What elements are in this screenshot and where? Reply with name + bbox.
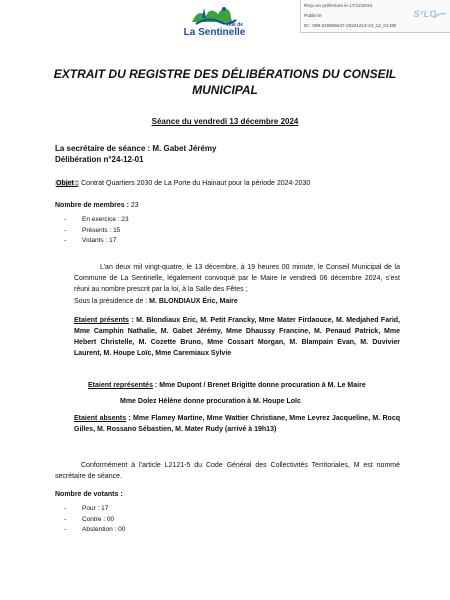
procuration-line: Mme Dolez Hélène donne procuration à M. Houpe Loïc bbox=[120, 398, 301, 405]
membres-list bbox=[64, 215, 129, 247]
document-title: EXTRAIT DU REGISTRE DES DÉLIBÉRATIONS DU CONSEIL MUNICIPAL bbox=[53, 67, 397, 97]
logo-ville-text: Ville de bbox=[225, 22, 243, 28]
secretary-block bbox=[55, 143, 216, 165]
absents-label: Etaient absents bbox=[74, 415, 127, 422]
stamp-id-line: ID : 059-215905647-20241213-24_12_01-DE bbox=[304, 23, 397, 28]
town-logo-label bbox=[172, 22, 257, 38]
list-item: - Présents : 15 bbox=[64, 226, 129, 237]
objet-line bbox=[55, 179, 310, 188]
presidence-line bbox=[74, 297, 238, 306]
secretary-nomination-paragraph: Conformément à l’article L2121-5 du Code Général des Collectivités Territoriales, M est nommé secrétaire de séance. bbox=[55, 462, 400, 480]
membres-count bbox=[55, 201, 139, 210]
objet-label: Objet : bbox=[56, 180, 79, 187]
list-item: - Abstention : 00 bbox=[64, 525, 125, 536]
absents-paragraph bbox=[74, 413, 400, 435]
presents-list: : M. Blondiaux Eric, M. Petit Francky, Mme Mater Firdaouce, M. Medjahed Farid, Mme Camphin Nathalie, M. Gabet Jérémy, Mme Dhaussy Francine, M. Penaud Patrick, Mme Hebert Christelle, M. Cozette Bruno, Mme Cossart Morgan, M. Blampain Evan, M. Duvivier Laurent, M. Houpe Loïc, Mme Caremiaux Sylvie bbox=[74, 317, 400, 357]
stamp-published-line: Publié le bbox=[304, 13, 322, 18]
votes-list bbox=[64, 504, 125, 536]
presents-paragraph bbox=[74, 315, 400, 359]
presidence-prefix: Sous la présidence de : bbox=[74, 298, 150, 305]
list-item-text: Pour : 17 bbox=[82, 505, 109, 512]
representes-line bbox=[88, 381, 366, 390]
list-item: - En exercice : 23 bbox=[64, 215, 129, 226]
list-item: - Contre : 00 bbox=[64, 515, 125, 526]
stamp-received-line: Reçu en préfecture le 17/12/2024 bbox=[304, 3, 373, 8]
logo-town-name: La Sentinelle bbox=[183, 27, 246, 38]
secretary-line: La secrétaire de séance : M. Gabet Jérémy bbox=[55, 144, 217, 153]
representes-text: : Mme Dupont / Brenet Brigitte donne procuration à M. Le Maire bbox=[152, 382, 366, 389]
list-item-text: Votants : 17 bbox=[82, 237, 117, 244]
list-item: - Votants : 17 bbox=[64, 236, 129, 247]
slo-swoosh-icon bbox=[433, 12, 447, 20]
votants-label: Nombre de votants : bbox=[55, 491, 123, 498]
prefecture-stamp bbox=[300, 0, 450, 33]
list-item-text: Abstention : 00 bbox=[82, 526, 126, 533]
seance-date bbox=[0, 117, 450, 126]
seance-date-text: Séance du vendredi 13 décembre 2024 bbox=[151, 117, 299, 126]
objet-text: Contrat Quartiers 2030 de La Porte du Hainaut pour la période 2024-2030 bbox=[79, 180, 311, 187]
absents-list: : Mme Flamey Martine, Mme Wattier Christiane, Mme Levrez Jacqueline, M. Rocq Gilles, M. Rossano Sébastien, M. Mater Rudy (arrivé à 19h13) bbox=[74, 415, 400, 433]
presidence-name: M. BLONDIAUX Éric, Maire bbox=[149, 298, 238, 305]
presents-label: Etaient présents bbox=[74, 317, 129, 324]
membres-label: Nombre de membres : bbox=[55, 202, 129, 209]
meeting-intro-paragraph: L’an deux mil vingt-quatre, le 13 décembre, à 19 heures 00 minute, le Conseil Municipal de la Commune de La Sentinelle, légalement convoqué par le Maire le vendredi 06 décembre 2024, s’est réuni au nombre prescrit par la loi, à la Salle des Fêtes ; bbox=[74, 264, 400, 293]
list-item-text: Contre : 00 bbox=[82, 515, 115, 523]
list-item: - Pour : 17 bbox=[64, 504, 125, 515]
membres-value: 23 bbox=[128, 202, 139, 209]
slo-brand-logo: S²LO bbox=[413, 9, 437, 19]
list-item-text: En exercice : 23 bbox=[82, 216, 129, 223]
list-item-text: Présents : 15 bbox=[82, 226, 121, 234]
representes-label: Etaient représentés bbox=[88, 382, 153, 389]
deliberation-number: Délibération n°24-12-01 bbox=[55, 155, 144, 164]
votants-heading bbox=[55, 490, 123, 499]
